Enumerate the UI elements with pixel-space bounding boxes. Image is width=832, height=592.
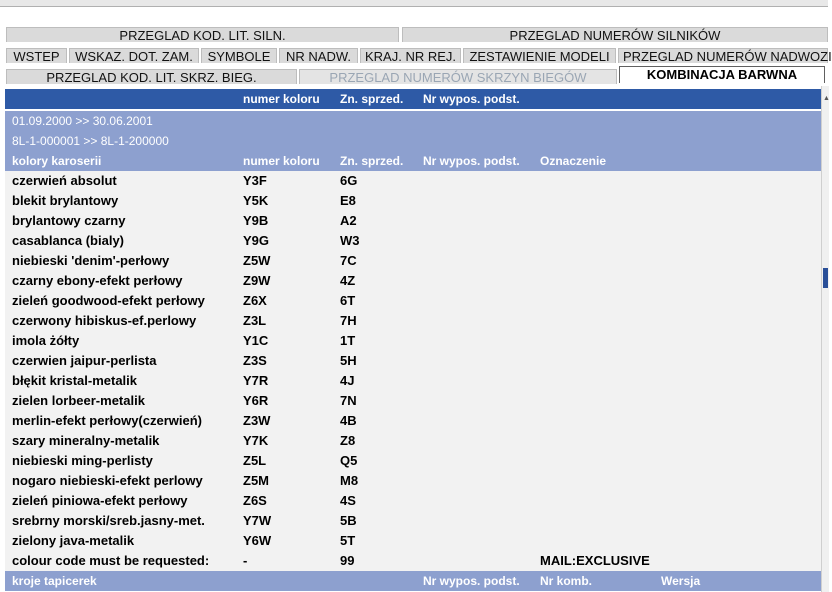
color-name: blekit brylantowy: [12, 193, 119, 208]
color-name: czerwien jaipur-perlista: [12, 353, 157, 368]
table-row: [5, 191, 821, 211]
tab-symbole[interactable]: SYMBOLE: [201, 48, 277, 63]
column-zn-sprzed: Zn. sprzed.: [340, 154, 404, 168]
color-code: Z5W: [243, 253, 271, 268]
color-combination-table: [5, 89, 821, 592]
header-numer-koloru: numer koloru: [243, 92, 320, 106]
table-row: [5, 491, 821, 511]
color-zn: 7C: [340, 253, 357, 268]
column-numer-koloru: numer koloru: [243, 154, 320, 168]
color-name: czerwony hibiskus-ef.perlowy: [12, 313, 197, 328]
period-dates: 01.09.2000 >> 30.06.2001: [12, 114, 153, 128]
table-row: [5, 211, 821, 231]
column-header-row: [5, 151, 821, 171]
window-top-strip: [0, 0, 828, 7]
color-zn: 7H: [340, 313, 357, 328]
color-zn: 6T: [340, 293, 356, 308]
table-row: [5, 271, 821, 291]
table-row: [5, 531, 821, 551]
color-name: brylantowy czarny: [12, 213, 126, 228]
column-nr-komb: Nr komb.: [540, 574, 593, 588]
tab-wskaz-dot-zam[interactable]: WSKAZ. DOT. ZAM.: [69, 48, 199, 63]
color-code: Y7W: [243, 513, 272, 528]
color-code: Y5K: [243, 193, 269, 208]
color-zn: E8: [340, 193, 356, 208]
table-row: [5, 231, 821, 251]
tab-nr-nadw[interactable]: NR NADW.: [279, 48, 358, 63]
tab-przeglad-kod-lit-skrz-bieg[interactable]: PRZEGLAD KOD. LIT. SKRZ. BIEG.: [6, 69, 297, 84]
color-zn: 5H: [340, 353, 357, 368]
tab-przeglad-numerow-silnikow[interactable]: PRZEGLAD NUMERÓW SILNIKÓW: [402, 27, 828, 42]
color-zn: 5B: [340, 513, 357, 528]
color-zn: 4S: [340, 493, 356, 508]
color-name: nogaro niebieski-efekt perlowy: [12, 473, 203, 488]
color-name: niebieski ming-perlisty: [12, 453, 153, 468]
table-row: [5, 351, 821, 371]
tab-kraj-nr-rej[interactable]: KRAJ. NR REJ.: [360, 48, 461, 63]
color-name: casablanca (bialy): [12, 233, 124, 248]
color-code: Z6S: [243, 493, 267, 508]
color-code: Y9G: [243, 233, 270, 248]
color-zn: 7N: [340, 393, 357, 408]
table-row: [5, 391, 821, 411]
vin-range-row: [5, 131, 821, 151]
tab-kombinacja-barwna[interactable]: KOMBINACJA BARWNA: [619, 66, 825, 83]
color-name: czarny ebony-efekt perłowy: [12, 273, 183, 288]
table-row: [5, 451, 821, 471]
color-code: Z3S: [243, 353, 267, 368]
column-kolory-karoserii: kolory karoserii: [12, 154, 102, 168]
color-code: Y7R: [243, 373, 269, 388]
table-row: [5, 291, 821, 311]
table-row: [5, 371, 821, 391]
color-name: szary mineralny-metalik: [12, 433, 160, 448]
color-code: Z9W: [243, 273, 271, 288]
column-nr-wypos-podst-2: Nr wypos. podst.: [423, 574, 520, 588]
color-zn: 99: [340, 553, 355, 568]
color-code: Y3F: [243, 173, 267, 188]
header-nr-wypos-podst: Nr wypos. podst.: [423, 92, 520, 106]
color-zn: 6G: [340, 173, 358, 188]
table-row: [5, 171, 821, 191]
color-name: zieleń goodwood-efekt perłowy: [12, 293, 205, 308]
header-zn-sprzed: Zn. sprzed.: [340, 92, 404, 106]
column-wersja: Wersja: [661, 574, 701, 588]
color-name: błękit kristal-metalik: [12, 373, 137, 388]
column-nr-wypos-podst: Nr wypos. podst.: [423, 154, 520, 168]
table-row: [5, 431, 821, 451]
column-oznaczenie: Oznaczenie: [540, 154, 607, 168]
color-code: Z5M: [243, 473, 269, 488]
color-zn: A2: [340, 213, 357, 228]
scrollbar-thumb[interactable]: [823, 268, 828, 288]
table-row: [5, 251, 821, 271]
color-name: czerwień absolut: [12, 173, 117, 188]
color-zn: 4J: [340, 373, 355, 388]
color-name: zielony java-metalik: [12, 533, 135, 548]
table-row: [5, 411, 821, 431]
color-zn: M8: [340, 473, 359, 488]
table-header-row: [5, 89, 821, 109]
color-name: imola żółty: [12, 333, 80, 348]
color-code: Y6R: [243, 393, 269, 408]
color-code: Y9B: [243, 213, 269, 228]
color-code: Y1C: [243, 333, 269, 348]
color-zn: W3: [340, 233, 360, 248]
color-code: Z6X: [243, 293, 267, 308]
tab-przeglad-numerow-skrzyn-biegow[interactable]: PRZEGLAD NUMERÓW SKRZYN BIEGÓW: [299, 69, 617, 84]
table-row: [5, 551, 821, 571]
color-zn: 1T: [340, 333, 356, 348]
tab-wstep[interactable]: WSTEP: [6, 48, 67, 63]
tab-przeglad-kod-lit-siln[interactable]: PRZEGLAD KOD. LIT. SILN.: [6, 27, 399, 42]
table-row: [5, 471, 821, 491]
period-dates-row: [5, 111, 821, 131]
table-row: [5, 511, 821, 531]
color-oznaczenie: MAIL:EXCLUSIVE: [540, 553, 650, 568]
color-code: Y7K: [243, 433, 269, 448]
color-zn: Q5: [340, 453, 358, 468]
color-code: Y6W: [243, 533, 272, 548]
color-name: srebrny morski/sreb.jasny-met.: [12, 513, 205, 528]
color-name: zielen lorbeer-metalik: [12, 393, 145, 408]
column-kroje-tapicerek: kroje tapicerek: [12, 574, 97, 588]
color-name: zieleń piniowa-efekt perłowy: [12, 493, 188, 508]
color-name: merlin-efekt perłowy(czerwień): [12, 413, 202, 428]
color-code: Z3W: [243, 413, 271, 428]
color-name: colour code must be requested:: [12, 553, 210, 568]
color-zn: 4B: [340, 413, 357, 428]
color-zn: 5T: [340, 533, 356, 548]
vin-range: 8L-1-000001 >> 8L-1-200000: [12, 134, 169, 148]
color-zn: 4Z: [340, 273, 356, 288]
color-zn: Z8: [340, 433, 356, 448]
color-name: niebieski 'denim'-perłowy: [12, 253, 170, 268]
color-code: Z3L: [243, 313, 267, 328]
table-row: [5, 331, 821, 351]
upholstery-header-row: [5, 571, 821, 591]
table-row: [5, 311, 821, 331]
color-code: -: [243, 553, 248, 568]
scroll-up-arrow-icon[interactable]: ▲: [823, 95, 830, 102]
tab-zestawienie-modeli[interactable]: ZESTAWIENIE MODELI: [463, 48, 616, 63]
tab-przeglad-numerow-nadwozi[interactable]: PRZEGLAD NUMERÓW NADWOZI: [618, 48, 828, 63]
vertical-scrollbar[interactable]: [821, 86, 829, 592]
color-code: Z5L: [243, 453, 267, 468]
